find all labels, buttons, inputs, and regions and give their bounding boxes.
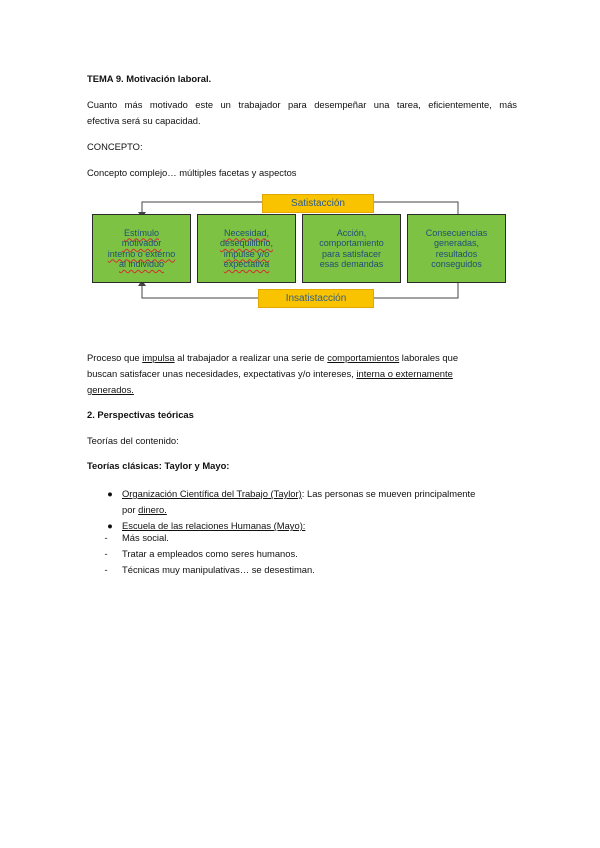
- satisfaction-banner: Satistacción: [262, 194, 374, 213]
- bottom-connector-left: [142, 283, 258, 298]
- concept-label: CONCEPTO:: [87, 141, 143, 152]
- dash-item-text: Técnicas muy manipulativas… se desestiman.: [122, 564, 315, 575]
- content-theories-label: Teorías del contenido:: [87, 435, 179, 446]
- page-title: TEMA 9. Motivación laboral.: [87, 73, 212, 84]
- dash-marker: -: [104, 564, 108, 575]
- process-keyword-interna: interna o externamente: [356, 368, 453, 379]
- top-connector-left: [142, 202, 262, 214]
- dash-item-text: Tratar a empleados como seres humanos.: [122, 548, 298, 559]
- consequences-line-2: generadas,: [433, 238, 480, 248]
- stimulus-box: [92, 214, 191, 283]
- taylor-dinero: dinero.: [138, 504, 167, 515]
- mayo-item-text: Escuela de las relaciones Humanas (Mayo):: [122, 520, 306, 531]
- process-line-2: [87, 366, 527, 382]
- stimulus-line-1: Estímulo: [123, 227, 159, 238]
- taylor-link-text: Organización Científica del Trabajo (Taylor): [122, 488, 302, 499]
- consequences-line-4: conseguidos: [431, 259, 482, 269]
- bullet-marker: ●: [107, 488, 113, 499]
- action-box: [302, 214, 401, 283]
- action-line-4: esas demandas: [319, 259, 384, 269]
- need-box: [197, 214, 296, 283]
- process-line-3: [87, 382, 517, 398]
- consequences-box: [407, 214, 506, 283]
- list-item-text: [122, 486, 522, 502]
- consequences-line-3: resultados: [435, 248, 478, 259]
- process-keyword-impulsa: impulsa: [142, 352, 175, 363]
- bottom-connector-right: [372, 283, 458, 298]
- list-item-text: [122, 502, 522, 518]
- section-2-title: 2. Perspectivas teóricas: [87, 409, 194, 420]
- stimulus-line-4: al individuo: [118, 259, 164, 269]
- process-text-a: Proceso que: [87, 352, 143, 363]
- process-keyword-generados: generados.: [87, 384, 134, 395]
- intro-line-1: Cuanto más motivado este un trabajador para desempeñar una tarea, eficientemente, más: [87, 99, 517, 110]
- action-line-3: para satisfacer: [321, 248, 382, 259]
- bullet-marker: ●: [107, 520, 113, 531]
- action-line-2: comportamiento: [319, 238, 384, 248]
- process-line-1: [87, 350, 527, 366]
- need-line-3: impulse y/o: [223, 248, 270, 259]
- process-keyword-comportamientos: comportamientos: [327, 352, 400, 363]
- need-line-2: desequilibrio,: [219, 238, 274, 248]
- concept-text: Concepto complejo… múltiples facetas y aspectos: [87, 167, 297, 178]
- need-line-4: expectativa: [223, 259, 270, 269]
- action-line-1: Acción,: [336, 227, 367, 238]
- classic-theories-heading: Teorías clásicas: Taylor y Mayo:: [87, 460, 230, 471]
- dissatisfaction-banner: Insatistacción: [258, 289, 374, 308]
- stimulus-line-3: interno o externo: [107, 248, 176, 259]
- dash-item-text: Más social.: [122, 532, 169, 543]
- taylor-description: : Las personas se mueven principalmente: [301, 488, 476, 499]
- need-line-1: Necesidad,: [223, 227, 269, 238]
- process-text-f: buscan satisfacer unas necesidades, expectativas y/o intereses,: [87, 368, 357, 379]
- process-text-c: al trabajador a realizar una serie de: [174, 352, 328, 363]
- process-text-e: laborales que: [399, 352, 459, 363]
- motivation-cycle-diagram: [92, 192, 512, 310]
- top-connector-right: [372, 202, 458, 214]
- taylor-por: por: [122, 504, 139, 515]
- dash-marker: -: [104, 532, 108, 543]
- consequences-line-1: Consecuencias: [425, 227, 488, 238]
- stimulus-line-2: motivador: [121, 238, 162, 248]
- dash-marker: -: [104, 548, 108, 559]
- intro-line-2: efectiva será su capacidad.: [87, 115, 201, 126]
